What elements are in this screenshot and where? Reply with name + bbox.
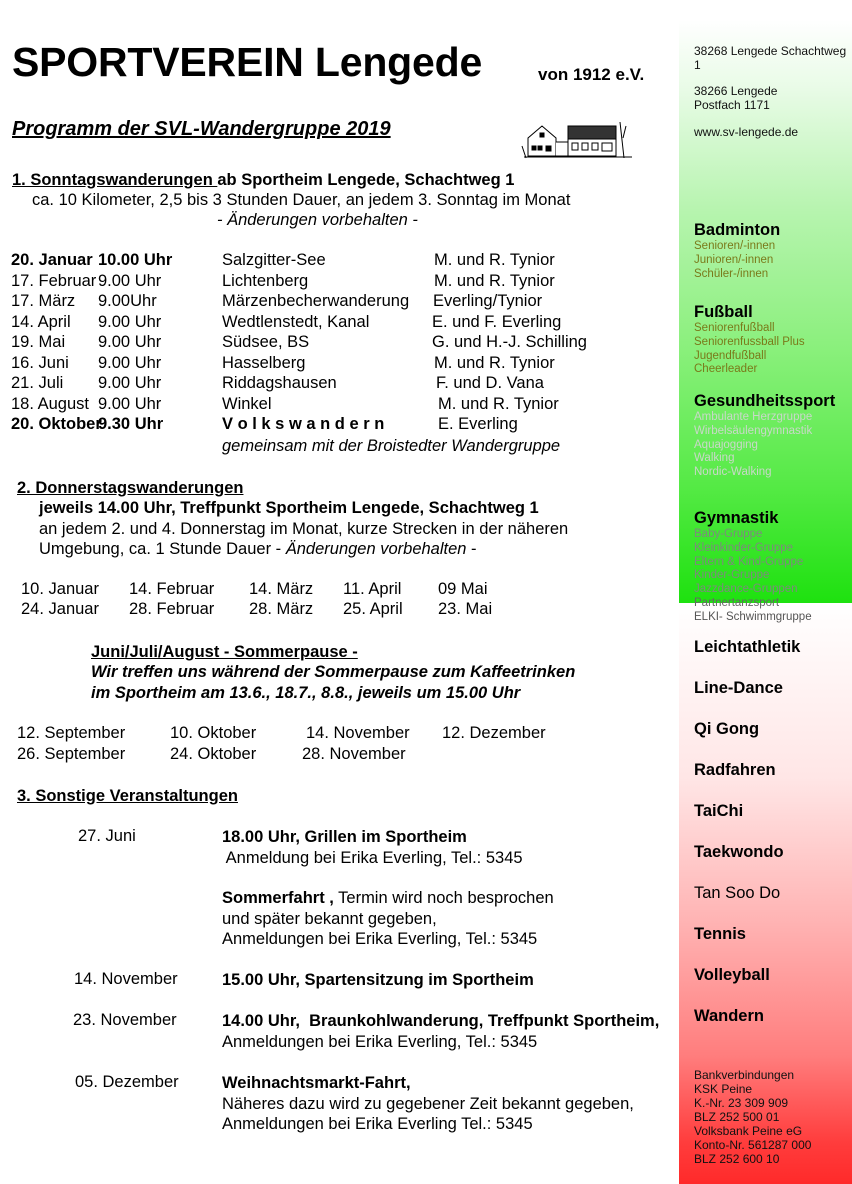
event-title: 15.00 Uhr, Spartensitzung im Sportheim — [222, 971, 534, 989]
hike-guide: G. und H.-J. Schilling — [432, 333, 587, 351]
category-subitem: Senioren/-innen — [694, 240, 776, 252]
sidebar-category-health-sports — [694, 392, 835, 480]
website-link[interactable]: www.sv-lengede.de — [694, 125, 799, 139]
section1-heading-location: ab Sportheim Lengede, Schachtweg 1 — [217, 171, 515, 189]
section1-heading-title: 1. Sonntagswanderungen — [12, 171, 218, 189]
thursday-date: 11. April — [343, 580, 402, 598]
hike-guide: Everling/Tynior — [433, 292, 543, 310]
sidebar — [679, 20, 852, 1184]
sidebar-item-tan-soo-do: Tan Soo Do — [694, 884, 781, 902]
thursday-date: 10. Oktober — [170, 724, 257, 742]
category-subitem: Jazzdance-Gruppen — [694, 583, 798, 596]
thursday-date: 26. September — [17, 745, 126, 763]
category-subitem: Jugendfußball — [694, 349, 767, 362]
hike-date: 17. März — [11, 292, 76, 310]
hike-guide: E. und F. Everling — [432, 313, 562, 331]
hike-destination: Hasselberg — [222, 354, 306, 372]
sidebar-item-hiking: Wandern — [694, 1007, 764, 1025]
sidebar-item-taekwondo: Taekwondo — [694, 843, 784, 861]
hike-guide: M. und R. Tynior — [438, 395, 559, 413]
event-date: 27. Juni — [78, 827, 136, 845]
thursday-date: 12. Dezember — [442, 724, 546, 742]
hike-time: 9.00Uhr — [98, 292, 157, 310]
category-subitem: Wirbelsäulengymnastik — [694, 424, 813, 437]
postal-city: 38266 Lengede — [694, 84, 778, 98]
bank-heading: Bankverbindungen — [694, 1068, 795, 1082]
section2-description: an jedem 2. und 4. Donnerstag im Monat, kurze Strecken in der näheren — [39, 520, 569, 538]
hike-time: 9.00 Uhr — [98, 272, 162, 290]
hike-time: 9.00 Uhr — [98, 333, 162, 351]
event-detail: Anmeldungen bei Erika Everling Tel.: 5345 — [222, 1115, 533, 1133]
hike-destination: Wedtlenstedt, Kanal — [222, 313, 370, 331]
bank-name: KSK Peine — [694, 1082, 753, 1096]
thursday-date: 09 Mai — [438, 580, 488, 598]
category-title: Fußball — [694, 303, 753, 321]
address-block — [694, 44, 846, 72]
hike-time: 9.30 Uhr — [98, 415, 164, 433]
thursday-date: 14. März — [249, 580, 314, 598]
bank-details — [694, 1068, 811, 1166]
event-item — [222, 970, 534, 991]
category-title: Gymnastik — [694, 509, 779, 527]
hike-guide: M. und R. Tynior — [434, 251, 555, 269]
postal-box: Postfach 1171 — [694, 98, 770, 112]
thursday-date: 14. Februar — [129, 580, 215, 598]
thursday-date: 14. November — [306, 724, 410, 742]
section2-description-2 — [39, 539, 477, 560]
summer-break-heading: Juni/Juli/August - Sommerpause - — [91, 643, 358, 661]
hike-date: 19. Mai — [11, 333, 66, 351]
category-subitem: Kinder-Gruppe — [694, 569, 770, 582]
event-title: Sommerfahrt , — [222, 889, 334, 907]
thursday-date: 24. Oktober — [170, 745, 257, 763]
sidebar-item-tennis: Tennis — [694, 925, 746, 943]
hike-guide: M. und R. Tynior — [434, 354, 555, 372]
hike-destination: Südsee, BS — [222, 333, 310, 351]
thursday-date: 25. April — [343, 600, 403, 618]
hike-guide: M. und R. Tynior — [434, 272, 555, 290]
sidebar-category-gymnastics — [694, 509, 812, 625]
club-title: SPORTVEREIN Lengede — [12, 39, 483, 85]
thursday-date: 28. November — [302, 745, 406, 763]
hike-date: 16. Juni — [11, 354, 69, 372]
sidebar-item-cycling: Radfahren — [694, 761, 776, 779]
event-title-rest: Termin wird noch besprochen — [333, 889, 554, 907]
category-subitem: Eltern & Kind-Gruppe — [694, 555, 804, 568]
section1-footnote: gemeinsam mit der Broistedter Wandergruppe — [222, 437, 561, 455]
category-title: Badminton — [694, 221, 781, 239]
sidebar-item-line-dance: Line-Dance — [694, 679, 783, 697]
section2-meeting-info: jeweils 14.00 Uhr, Treffpunkt Sportheim Lengede, Schachtweg 1 — [39, 499, 539, 517]
thursday-date: 12. September — [17, 724, 126, 742]
thursday-date: 23. Mai — [438, 600, 493, 618]
club-founding-year: von 1912 e.V. — [538, 65, 645, 84]
category-subitem: Partnertanzsport — [694, 596, 780, 609]
thursday-date: 28. Februar — [129, 600, 215, 618]
hike-destination: Riddagshausen — [222, 374, 337, 392]
category-subitem: Ambulante Herzgruppe — [694, 411, 813, 423]
category-subitem: ELKI- Schwimmgruppe — [694, 610, 812, 623]
section2-heading: 2. Donnerstagswanderungen — [17, 479, 244, 497]
hike-date: 21. Juli — [11, 374, 64, 392]
event-item — [222, 1011, 659, 1052]
section1-note: - Änderungen vorbehalten - — [217, 211, 418, 229]
section2-note-end: - — [466, 540, 477, 558]
hike-time: 9.00 Uhr — [98, 374, 162, 392]
bank-account: K.-Nr. 23 309 909 — [694, 1096, 789, 1110]
section1-heading — [12, 170, 514, 191]
hike-guide: F. und D. Vana — [436, 374, 544, 392]
hike-time: 10.00 Uhr — [98, 251, 173, 269]
clubhouse-illustration — [520, 118, 640, 160]
category-subitem: Junioren/-innen — [694, 253, 774, 266]
hike-destination: V o l k s w a n d e r n — [222, 415, 385, 433]
section2-duration: Umgebung, ca. 1 Stunde Dauer - — [39, 540, 286, 558]
event-date: 14. November — [74, 970, 178, 988]
event-detail: Anmeldungen bei Erika Everling, Tel.: 5345 — [222, 930, 538, 948]
event-date: 05. Dezember — [75, 1073, 179, 1091]
category-title: Gesundheitssport — [694, 392, 836, 410]
event-item — [222, 827, 523, 868]
hike-destination: Märzenbecherwanderung — [222, 292, 410, 310]
sidebar-item-athletics: Leichtathletik — [694, 638, 801, 656]
hike-date: 20. Oktober — [11, 415, 102, 433]
address-street: 38268 Lengede Schachtweg — [694, 44, 847, 58]
event-item — [222, 1073, 634, 1135]
event-detail: Anmeldungen bei Erika Everling, Tel.: 5345 — [222, 1032, 538, 1051]
sidebar-item-taichi: TaiChi — [694, 802, 744, 820]
hike-time: 9.00 Uhr — [98, 313, 162, 331]
hike-time: 9.00 Uhr — [98, 395, 162, 413]
bank-name: Volksbank Peine eG — [694, 1124, 803, 1138]
bank-account: Konto-Nr. 561287 000 — [694, 1138, 812, 1152]
event-title: 18.00 Uhr, Grillen im Sportheim — [222, 828, 467, 846]
category-subitem: Aquajogging — [694, 438, 758, 451]
hike-destination: Winkel — [222, 395, 272, 413]
category-subitem: Kleinkinder-Gruppe — [694, 541, 794, 554]
sidebar-item-volleyball: Volleyball — [694, 966, 770, 984]
sidebar-category-football — [694, 303, 805, 377]
category-subitem: Walking — [694, 452, 735, 465]
event-detail: und später bekannt gegeben, — [222, 909, 437, 928]
hike-time: 9.00 Uhr — [98, 354, 162, 372]
thursday-date: 24. Januar — [21, 600, 99, 618]
category-subitem: Schüler-/innen — [694, 267, 769, 280]
section1-description: ca. 10 Kilometer, 2,5 bis 3 Stunden Dauer, an jedem 3. Sonntag im Monat — [32, 191, 571, 209]
hike-date: 17. Februar — [11, 272, 97, 290]
address-street-number: 1 — [694, 58, 701, 72]
event-detail: Anmeldung bei Erika Everling, Tel.: 5345 — [222, 848, 523, 867]
summer-break-line1: Wir treffen uns während der Sommerpause zum Kaffeetrinken — [91, 663, 576, 681]
event-detail: Näheres dazu wird zu gegebener Zeit bekannt gegeben, — [222, 1094, 634, 1113]
clubhouse-icon — [520, 118, 640, 160]
program-subtitle: Programm der SVL-Wandergruppe 2019 — [12, 118, 391, 140]
category-subitem: Nordic-Walking — [694, 466, 772, 479]
sidebar-item-qi-gong: Qi Gong — [694, 720, 760, 738]
hike-destination: Salzgitter-See — [222, 251, 326, 269]
event-title: Weihnachtsmarkt-Fahrt, — [222, 1074, 411, 1092]
sidebar-category-badminton — [694, 221, 780, 281]
bank-code: BLZ 252 500 01 — [694, 1110, 780, 1124]
hike-destination: Lichtenberg — [222, 272, 309, 290]
hike-date: 14. April — [11, 313, 71, 331]
thursday-date: 10. Januar — [21, 580, 99, 598]
event-item — [222, 888, 554, 950]
thursday-date: 28. März — [249, 600, 314, 618]
event-title: 14.00 Uhr, Braunkohlwanderung, Treffpunkt Sportheim, — [222, 1012, 660, 1030]
section2-note: Änderungen vorbehalten — [285, 540, 467, 558]
hike-date: 20. Januar — [11, 251, 93, 269]
hike-guide: E. Everling — [438, 415, 518, 433]
section3-heading: 3. Sonstige Veranstaltungen — [17, 787, 238, 805]
category-subitem: Seniorenfußball — [694, 322, 775, 334]
bank-code: BLZ 252 600 10 — [694, 1152, 780, 1166]
summer-break-line2: im Sportheim am 13.6., 18.7., 8.8., jeweils um 15.00 Uhr — [91, 684, 521, 702]
category-subitem: Seniorenfussball Plus — [694, 335, 805, 348]
category-subitem: Cheerleader — [694, 363, 758, 376]
event-date: 23. November — [73, 1011, 177, 1029]
hike-date: 18. August — [11, 395, 89, 413]
category-subitem: Baby-Gruppe — [694, 528, 763, 540]
postal-address-block — [694, 84, 777, 112]
